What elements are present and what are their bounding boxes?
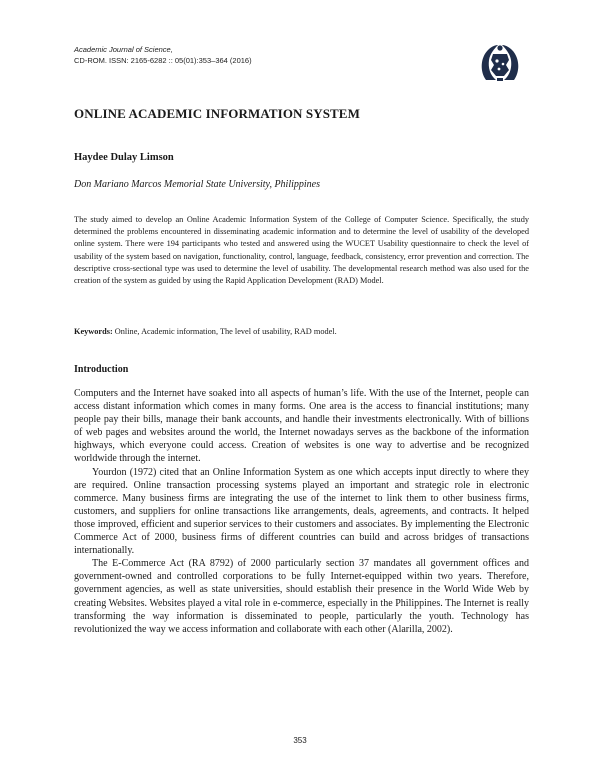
author-name: Haydee Dulay Limson [74, 152, 174, 163]
journal-seal-icon [476, 40, 524, 84]
paper-title: ONLINE ACADEMIC INFORMATION SYSTEM [74, 106, 360, 121]
journal-name: Academic Journal of Science, [74, 45, 173, 54]
introduction-body [74, 387, 529, 636]
journal-issn: CD-ROM. ISSN: 2165-6282 :: 05(01):353–364 (2016) [74, 56, 252, 65]
section-heading-introduction: Introduction [74, 364, 129, 375]
journal-header [74, 44, 252, 66]
page-number: 353 [293, 736, 307, 745]
author-affiliation: Don Mariano Marcos Memorial State University, Philippines [74, 179, 320, 190]
keywords-list: Online, Academic information, The level of usability, RAD model. [112, 327, 337, 336]
keywords-label: Keywords: [74, 327, 113, 336]
keywords [74, 326, 529, 338]
body-paragraph: Yourdon (1972) cited that an Online Information System as one which accepts input directly to where they are required. Online transaction processing systems played an important and strategic role in electronic commerce. Many business firms are integrating the use of the internet to link them to other business firms, customers, and suppliers for online transactions like arrangements, deals, agreements, and contracts. It helped those improved, efficient and superior services to their customers and associates. By implementing the Electronic Commerce Act of 2000, business firms of different countries can build and across bridges of transactions internationally. [74, 466, 529, 557]
abstract-text: The study aimed to develop an Online Academic Information System of the College of Computer Science. Specifically, the study determined the problems encountered in disseminating academic information and to determine the level of usability of the developed online system. There were 194 participants who tested and answered using the WUCET Usability questionnaire to check the level of usability of the system based on navigation, functionality, control, language, feedback, consistency, error prevention and correction. The descriptive cross-sectional type was used to determine the level of usability. The developmental research method was also used for the creation of the system as guided by using the Rapid Application Development (RAD) Model. [74, 215, 529, 286]
body-paragraph: Computers and the Internet have soaked into all aspects of human’s life. With the use of the Internet, people can access distant information which comes in many forms. One area is the access to financial institutions; many people pay their bills, manage their bank accounts, and handle their investments electronically. With of billions of web pages and websites around the world, the Internet nowadays serves as the backbone of the information highways, which everyone could access. Creation of websites is one way to advertise and be recognized worldwide through the internet. [74, 388, 529, 465]
body-paragraph: The E-Commerce Act (RA 8792) of 2000 particularly section 37 mandates all government offices and government-owned and controlled corporations to be fully Internet-equipped within two years. Therefore, government agencies, as well as state universities, should establish their presence in the World Wide Web by creating Websites. Websites played a vital role in e-commerce, especially in the Philippines. The Internet is really transforming the way information is disseminated to people, particularly the youth. Technology has revolutionized the way we access information and collaborate with each other (Alarilla, 2002). [74, 558, 529, 635]
